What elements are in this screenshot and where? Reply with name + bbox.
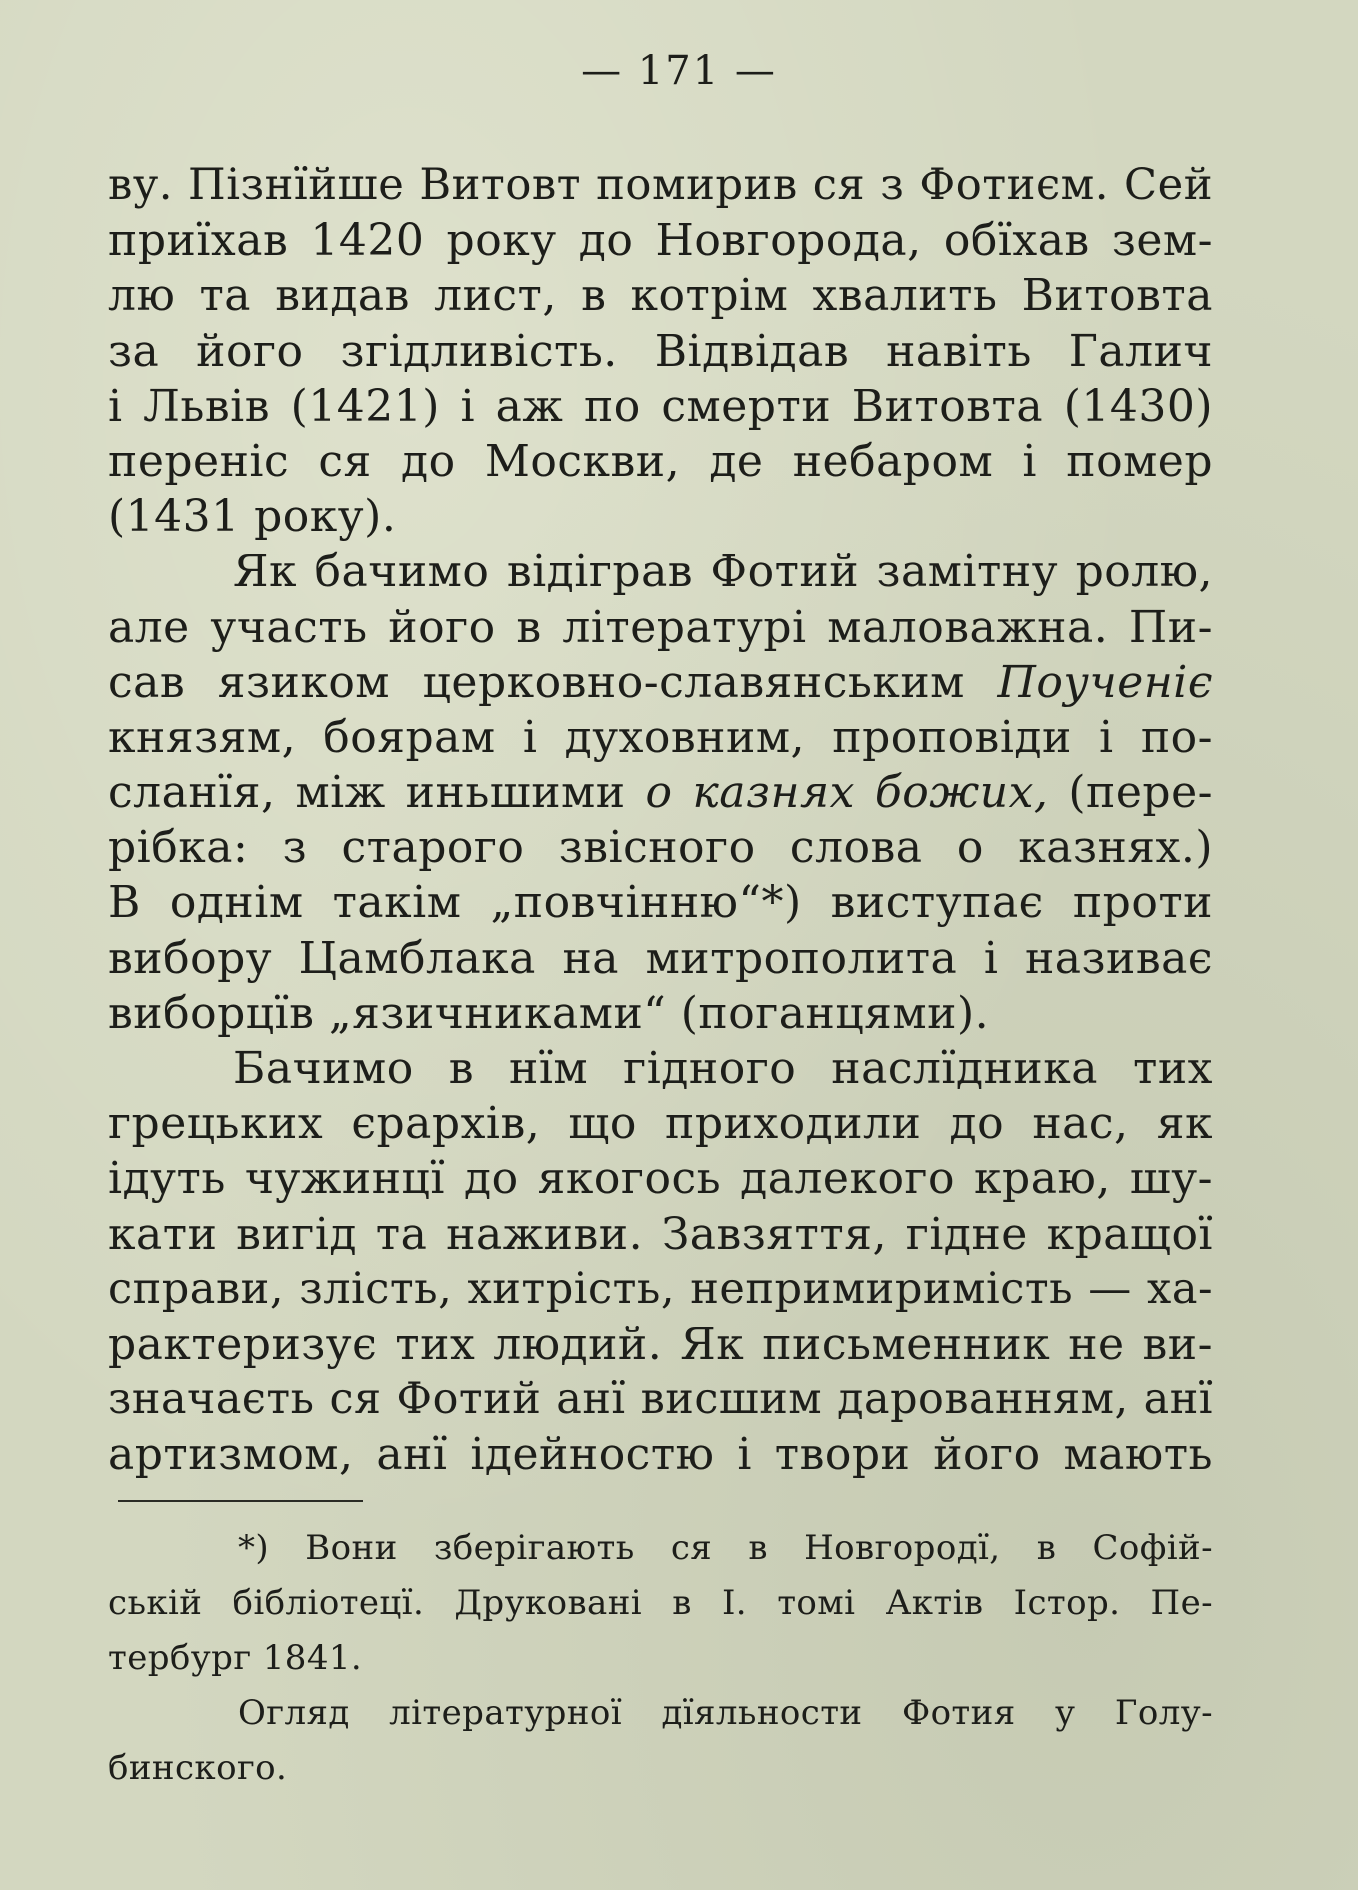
paragraph-start-line: Бачимо в нїм гідного наслїдника тих	[233, 1043, 1213, 1094]
text-line	[108, 765, 1213, 820]
text-line: артизмом, анї ідейностю і твори його мають	[108, 1429, 1213, 1481]
text-line	[108, 655, 1213, 710]
text-segment: (пере-	[1048, 767, 1213, 819]
text-line: кати вигід та наживи. Завзяття, гідне кращої	[108, 1208, 1213, 1260]
footnote-line: тербург 1841.	[108, 1638, 363, 1678]
footnote-line: Огляд літературної дїяльности Фотия у Голу-	[238, 1693, 1213, 1733]
text-line: але участь його в літературі маловажна. Пи-	[108, 601, 1213, 653]
footnote-line: ській бібліотецї. Друковані в I. томі Актів Істор. Пе-	[108, 1583, 1213, 1623]
text-line: переніс ся до Москви, де небаром і помер	[108, 435, 1213, 487]
footnote-line: бинского.	[108, 1748, 288, 1788]
footnote-line: *) Вони зберігають ся в Новгородї, в Софій-	[238, 1528, 1213, 1568]
text-line: рактеризує тих людий. Як письменник не ви-	[108, 1318, 1213, 1370]
text-line: і Львів (1421) і аж по смерти Витовта (1430)	[108, 380, 1213, 432]
text-line: ідуть чужинцї до якогось далекого краю, шу-	[108, 1153, 1213, 1205]
italic-title: Поученіє	[997, 656, 1213, 708]
text-line: ву. Пізнїйше Витовт помирив ся з Фотиєм. Сей	[108, 160, 1213, 210]
text-line: В однім такім „повчінню“*) виступає проти	[108, 877, 1213, 929]
text-line: справи, злість, хитрість, непримиримість — ха-	[108, 1263, 1213, 1314]
text-line: грецьких єрархів, що приходили до нас, як	[108, 1098, 1213, 1150]
text-segment: сав язиком церковно-славянським	[108, 656, 998, 708]
text-segment: сланїя, між иньшими	[108, 767, 646, 819]
footnote-divider	[118, 1500, 363, 1502]
text-line: князям, боярам і духовним, проповіди і по-	[108, 711, 1213, 763]
text-line: приїхав 1420 року до Новгорода, обїхав зем-	[108, 215, 1213, 267]
italic-title: о казнях божих,	[645, 767, 1049, 819]
text-line: лю та видав лист, в котрім хвалить Витовта	[108, 270, 1213, 322]
text-line: за його згідливість. Відвідав навіть Галич	[108, 325, 1213, 377]
paragraph-start-line: Як бачимо відіграв Фотий замітну ролю,	[233, 546, 1213, 598]
footnotes	[108, 1521, 1213, 1796]
text-line: вибору Цамблака на митрополита і називає	[108, 932, 1213, 984]
body-text	[108, 158, 1213, 1483]
text-line: рібка: з старого звісного слова о казнях.)	[108, 822, 1213, 874]
page-number: — 171 —	[581, 48, 777, 94]
text-line: (1431 року).	[108, 491, 397, 543]
text-line: значаєть ся Фотий анї висшим дарованням, анї	[108, 1374, 1213, 1425]
text-line: виборцїв „язичниками“ (поганцями).	[108, 987, 990, 1039]
